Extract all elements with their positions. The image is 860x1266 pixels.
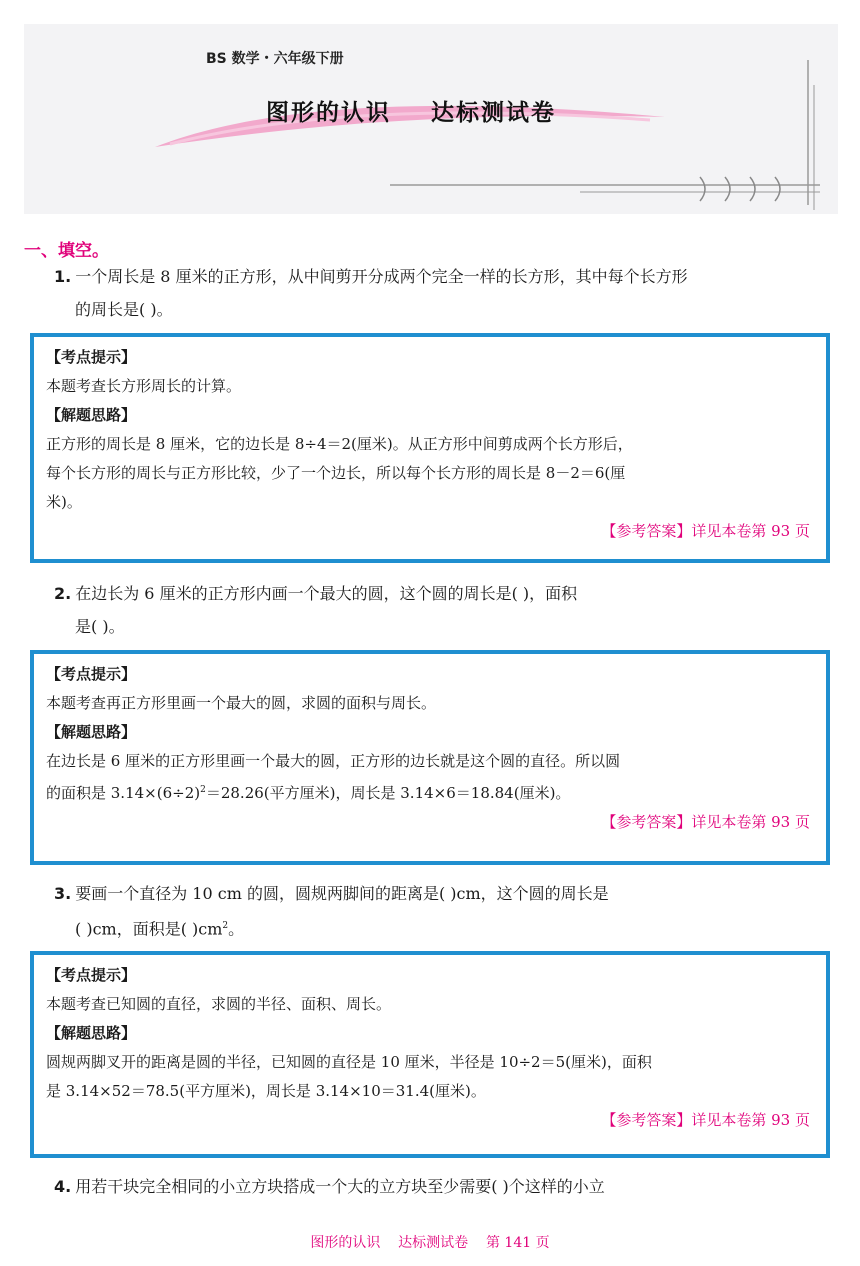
solution-text-part: 的面积是 3.14×(6÷2) [46, 784, 201, 802]
page-title: 图形的认识 达标测试卷 [266, 100, 557, 126]
hint-label: 【考点提示】 [46, 665, 137, 683]
section-title: 一、填空。 [24, 241, 109, 261]
solution-text: 正方形的周长是 8 厘米，它的边长是 8÷4＝2(厘米)。从正方形中间剪成两个长方形后， [46, 435, 633, 453]
question-text: 要画一个直径为 10 cm 的圆，圆规两脚间的距离是( )cm，这个圆的周长是 [75, 884, 609, 903]
answer-reference [46, 1106, 812, 1135]
answer-label: 【参考答案】 [601, 522, 692, 540]
hint-label: 【考点提示】 [46, 348, 137, 366]
superscript: 2 [222, 921, 229, 931]
grade-tag: BS 数学・六年级下册 [206, 51, 344, 67]
hint-text: 本题考查长方形周长的计算。 [46, 377, 242, 395]
line-decoration [380, 55, 830, 215]
hint-box-3 [30, 951, 830, 1158]
solution-text: 是 3.14×52＝78.5(平方厘米)，周长是 3.14×10＝31.4(厘米)。 [46, 1082, 486, 1100]
solution-text: 每个长方形的周长与正方形比较，少了一个边长，所以每个长方形的周长是 8－2＝6(厘 [46, 464, 626, 482]
question-1 [54, 260, 838, 326]
solution-label: 【解题思路】 [46, 1024, 137, 1042]
answer-reference [46, 517, 812, 546]
solution-text: 米)。 [46, 493, 82, 511]
question-number: 4. [54, 1177, 72, 1196]
answer-text: 详见本卷第 93 页 [691, 813, 810, 831]
hint-text: 本题考查已知圆的直径，求圆的半径、面积、周长。 [46, 995, 392, 1013]
question-number: 2. [54, 584, 72, 603]
solution-text-part: ＝28.26(平方厘米)，周长是 3.14×6＝18.84(厘米)。 [205, 784, 571, 802]
solution-text: 圆规两脚叉开的距离是圆的半径，已知圆的直径是 10 厘米，半径是 10÷2＝5(厘米)，面积 [46, 1053, 652, 1071]
hint-box-2 [30, 650, 830, 865]
solution-text: 在边长是 6 厘米的正方形里画一个最大的圆，正方形的边长就是这个圆的直径。所以圆 [46, 752, 621, 770]
question-text-part: 。 [228, 919, 245, 939]
answer-label: 【参考答案】 [601, 813, 692, 831]
solution-label: 【解题思路】 [46, 406, 137, 424]
question-number: 3. [54, 884, 72, 903]
question-text: 用若干块完全相同的小立方块搭成一个大的立方块至少需要( )个这样的小立 [75, 1177, 605, 1196]
answer-text: 详见本卷第 93 页 [691, 522, 810, 540]
question-text: 的周长是( )。 [75, 300, 173, 319]
hint-label: 【考点提示】 [46, 966, 137, 984]
question-4 [54, 1170, 838, 1203]
solution-text [46, 776, 812, 808]
question-number: 1. [54, 267, 72, 286]
question-3 [54, 877, 838, 945]
question-text: 是( )。 [75, 617, 125, 636]
question-text [54, 910, 838, 945]
answer-text: 详见本卷第 93 页 [691, 1111, 810, 1129]
solution-label: 【解题思路】 [46, 723, 137, 741]
page-footer: 图形的认识 达标测试卷 第 141 页 [310, 1235, 550, 1251]
superscript: 2 [200, 785, 206, 795]
answer-reference [46, 808, 812, 837]
question-text: 一个周长是 8 厘米的正方形，从中间剪开分成两个完全一样的长方形，其中每个长方形 [75, 267, 688, 286]
question-text: 在边长为 6 厘米的正方形内画一个最大的圆，这个圆的周长是( )，面积 [75, 584, 578, 603]
hint-text: 本题考查再正方形里画一个最大的圆，求圆的面积与周长。 [46, 694, 437, 712]
question-text-part: ( )cm，面积是( )cm [75, 919, 223, 939]
question-2 [54, 577, 838, 643]
answer-label: 【参考答案】 [601, 1111, 692, 1129]
hint-box-1 [30, 333, 830, 563]
